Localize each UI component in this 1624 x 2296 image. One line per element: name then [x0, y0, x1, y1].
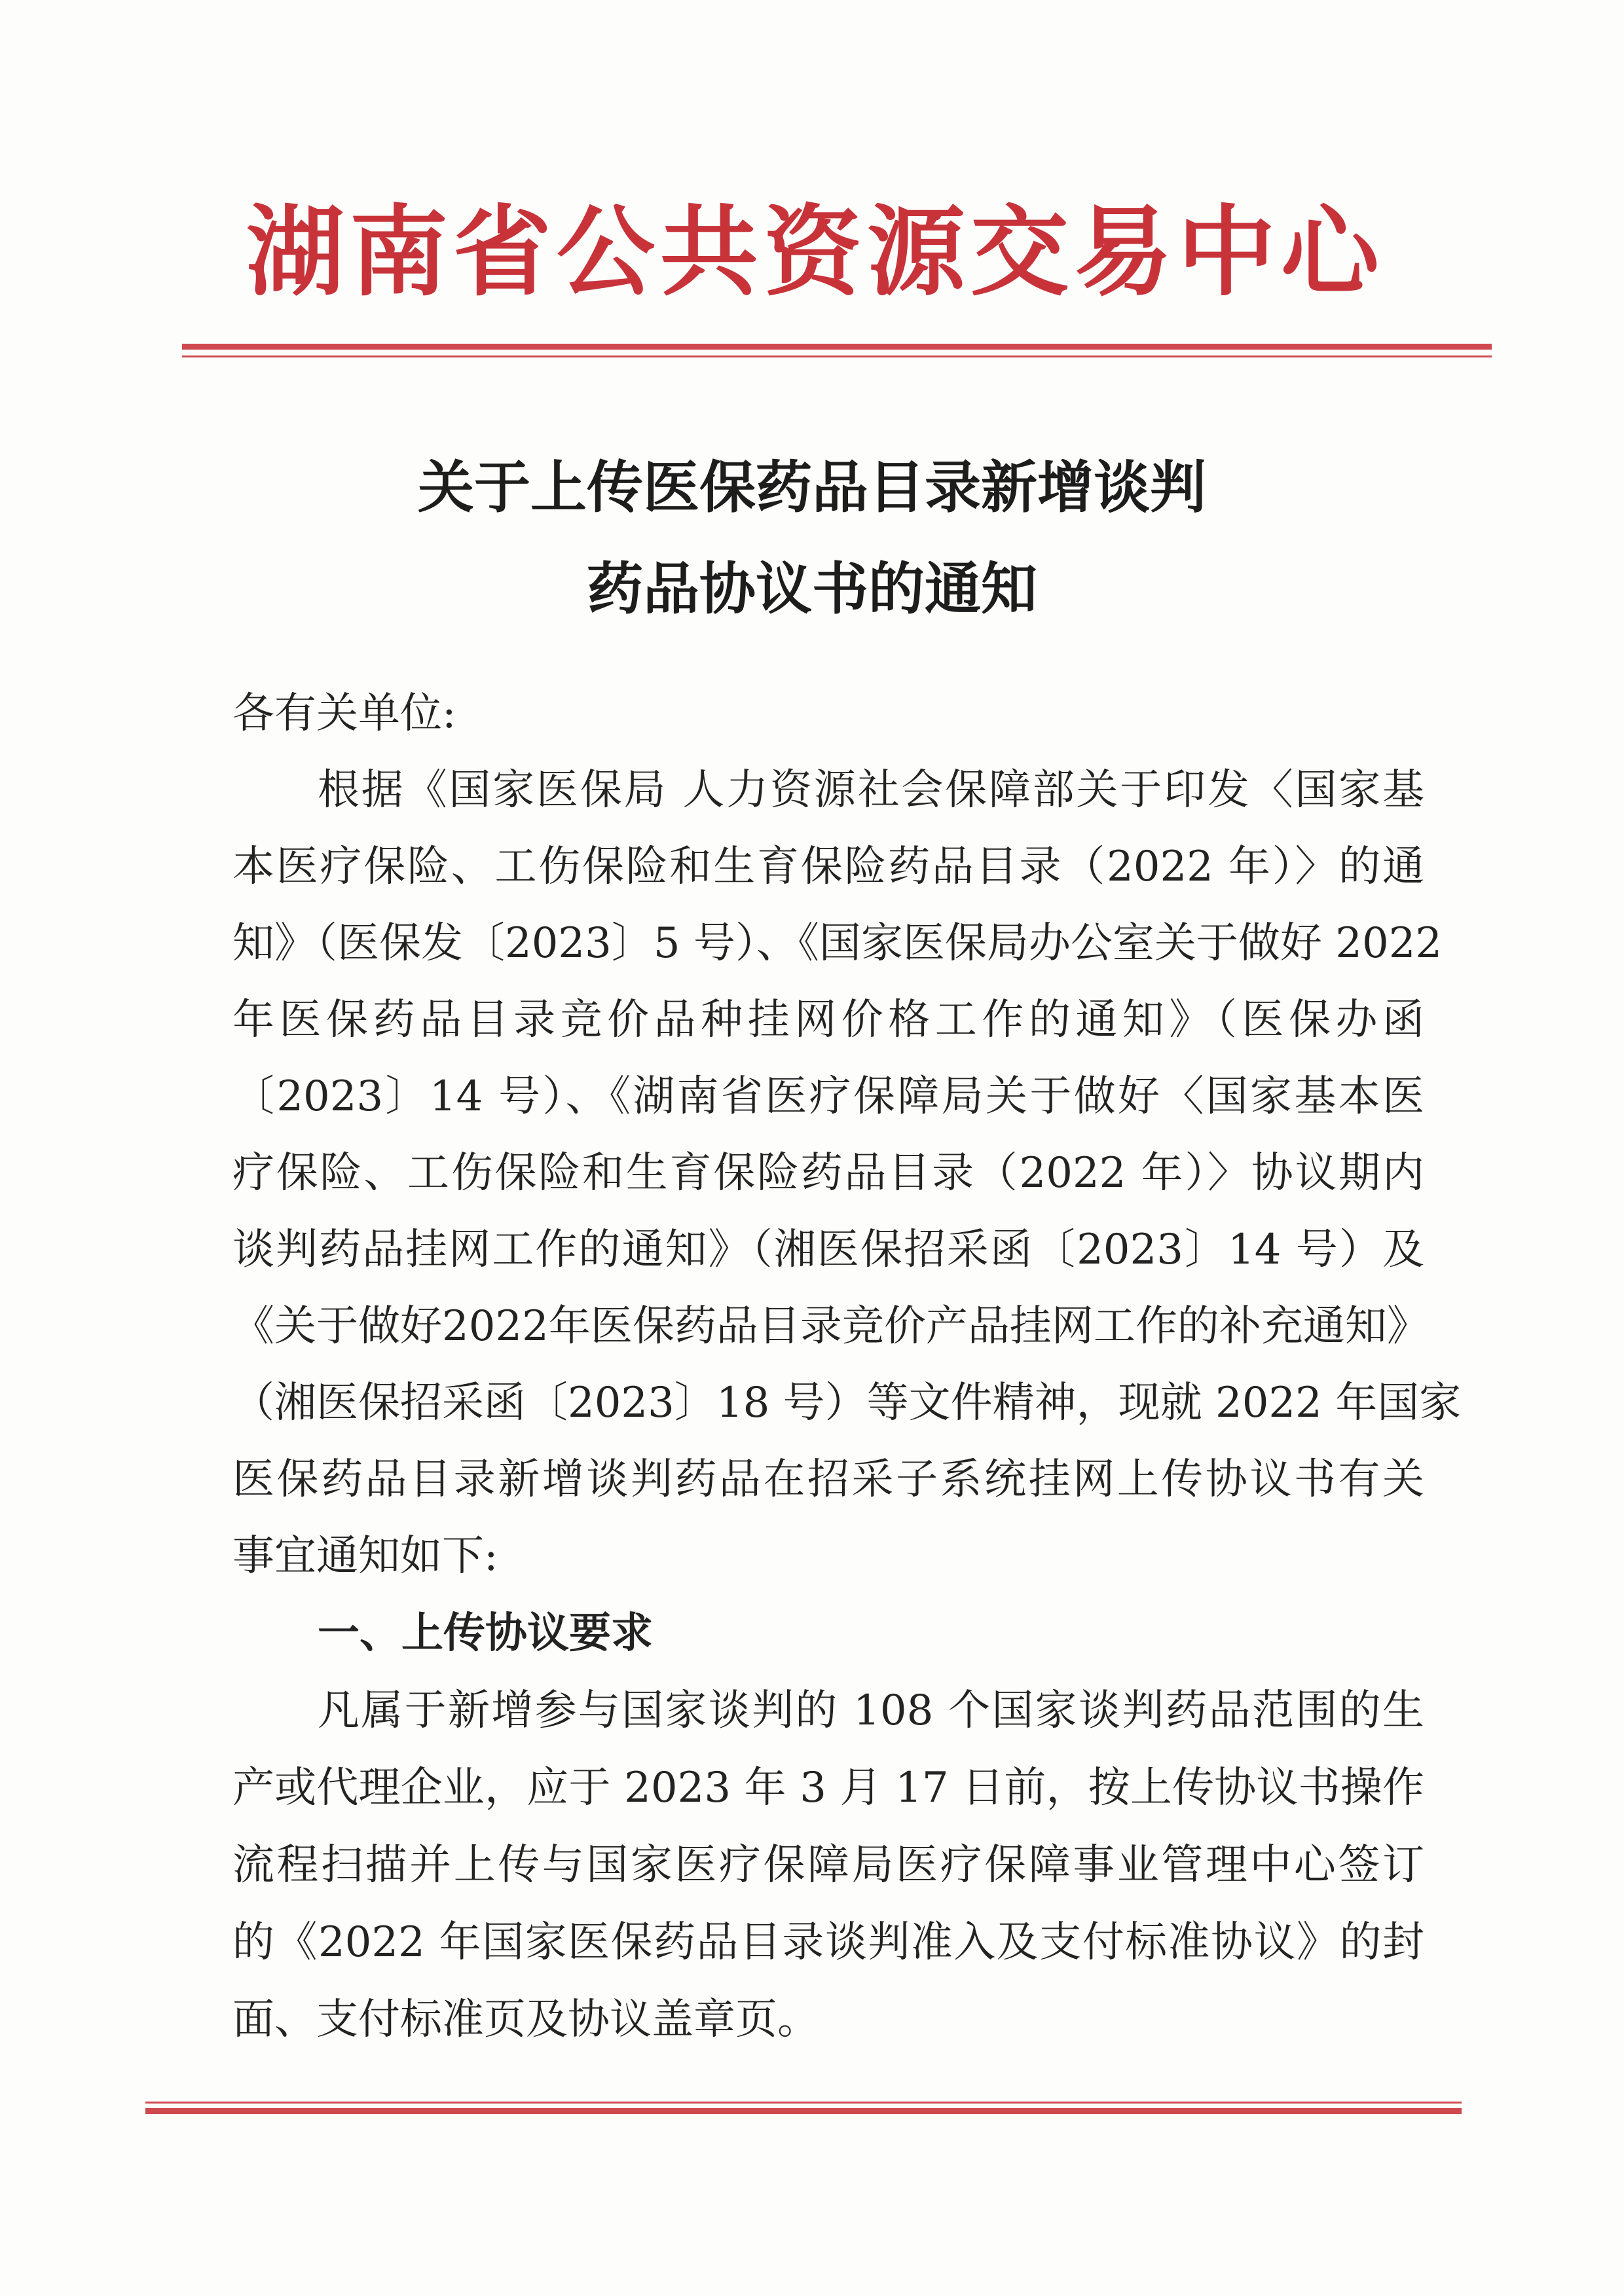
paragraph-line: 事宜通知如下: — [232, 1532, 498, 1580]
paragraph-line: 面、支付标准页及协议盖章页。 — [232, 1995, 819, 2044]
paragraph-line: 的《2022 年国家医保药品目录谈判准入及支付标准协议》的封 — [232, 1918, 1424, 1967]
paragraph-line: 谈判药品挂网工作的通知》（湘医保招采函〔2023〕14 号）及 — [232, 1226, 1424, 1274]
paragraph-line: 年医保药品目录竞价品种挂网价格工作的通知》（医保办函 — [232, 996, 1424, 1044]
paragraph-line: 根据《国家医保局 人力资源社会保障部关于印发〈国家基 — [318, 766, 1424, 814]
document-title-line-1: 关于上传医保药品目录新增谈判 — [418, 454, 1206, 520]
letterhead-rule-thick — [182, 344, 1492, 350]
paragraph-line: （湘医保招采函〔2023〕18 号）等文件精神，现就 2022 年国家 — [232, 1379, 1462, 1427]
paragraph-line: 流程扫描并上传与国家医疗保障局医疗保障事业管理中心签订 — [232, 1841, 1424, 1889]
paragraph-line: 〔2023〕14 号）、《湖南省医疗保障局关于做好〈国家基本医 — [232, 1072, 1424, 1121]
paragraph-line: 本医疗保险、工伤保险和生育保险药品目录（2022 年）〉的通 — [232, 843, 1424, 891]
footer-rule-thick — [145, 2108, 1462, 2114]
document-title-line-2: 药品协议书的通知 — [587, 556, 1037, 622]
paragraph-line: 医保药品目录新增谈判药品在招采子系统挂网上传协议书有关 — [232, 1455, 1424, 1504]
footer-rule-thin — [145, 2102, 1462, 2104]
paragraph-line: 产或代理企业，应于 2023 年 3 月 17 日前，按上传协议书操作 — [232, 1764, 1424, 1812]
letterhead-rule-thin — [182, 355, 1492, 357]
paragraph-line: 凡属于新增参与国家谈判的 108 个国家谈判药品范围的生 — [318, 1686, 1424, 1735]
paragraph-line: 《关于做好2022年医保药品目录竞价产品挂网工作的补充通知》 — [232, 1302, 1429, 1351]
letterhead-title: 湖南省公共资源交易中心 — [246, 194, 1384, 310]
salutation: 各有关单位: — [232, 689, 456, 738]
paragraph-line: 知》（医保发〔2023〕5 号）、《国家医保局办公室关于做好 2022 — [232, 919, 1443, 968]
section-1-heading: 一、上传协议要求 — [318, 1609, 653, 1658]
paragraph-line: 疗保险、工伤保险和生育保险药品目录（2022 年）〉协议期内 — [232, 1149, 1424, 1197]
